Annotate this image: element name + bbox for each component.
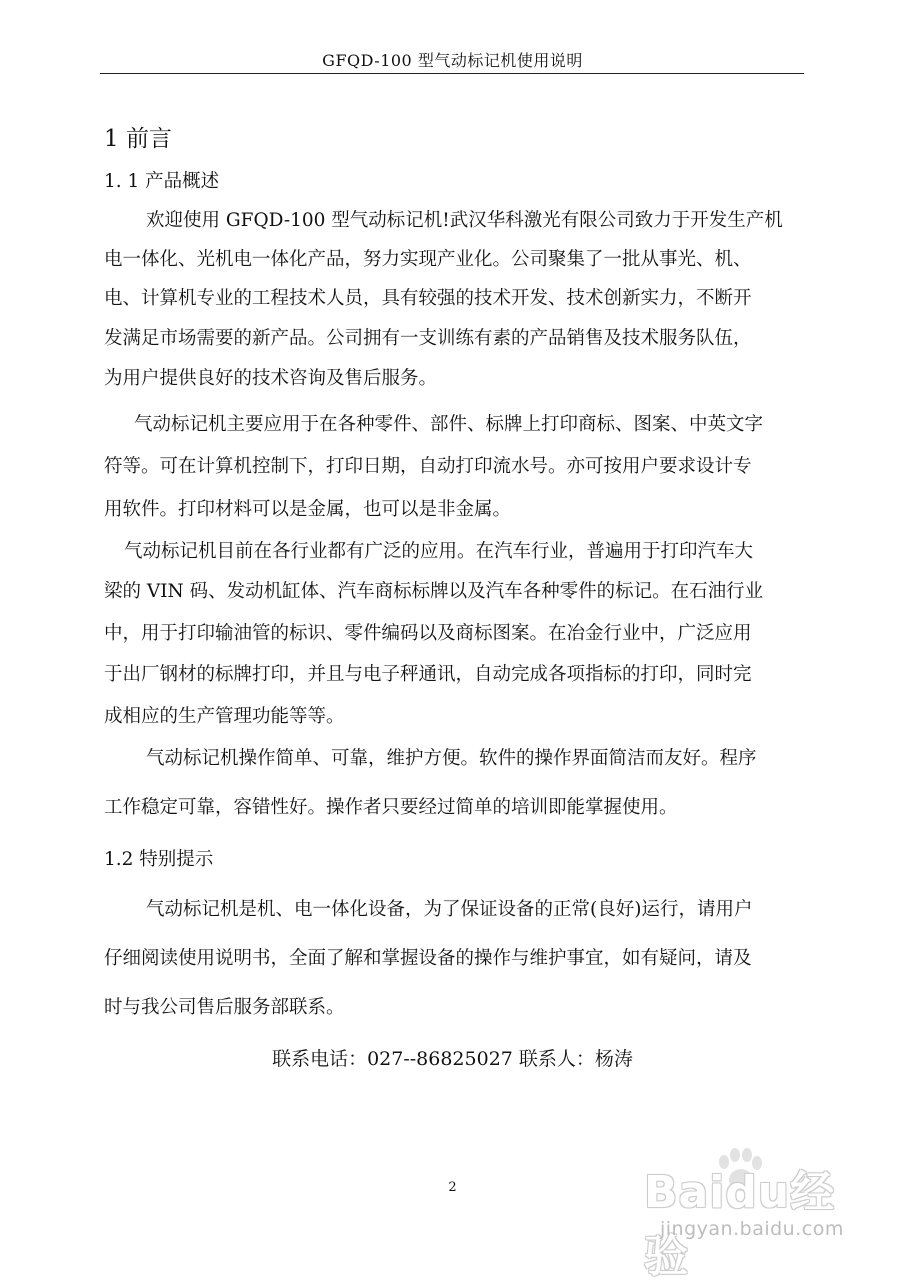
- watermark-url: jingyan.baidu.com: [660, 1218, 844, 1240]
- paragraph-line: 成相应的生产管理功能等等。: [104, 706, 345, 727]
- section-title: 1 前言: [104, 126, 172, 152]
- paragraph-line: 气动标记机主要应用于在各种零件、部件、标牌上打印商标、图案、中英文字: [134, 414, 764, 435]
- paragraph-line: 电一体化、光机电一体化产品，努力实现产业化。公司聚集了一批从事光、机、: [104, 249, 752, 270]
- paragraph-line: 气动标记机操作简单、可靠，维护方便。软件的操作界面简洁而友好。程序: [146, 748, 757, 769]
- paragraph-line: 工作稳定可靠，容错性好。操作者只要经过简单的培训即能掌握使用。: [104, 797, 678, 818]
- paragraph-line: 气动标记机是机、电一体化设备，为了保证设备的正常(良好)运行，请用户: [146, 899, 753, 920]
- paragraph-line: 中，用于打印输油管的标识、零件编码以及商标图案。在冶金行业中，广泛应用: [104, 623, 752, 644]
- paragraph-line: 发满足市场需要的新产品。公司拥有一支训练有素的产品销售及技术服务队伍，: [104, 328, 752, 349]
- paragraph-line: 仔细阅读使用说明书，全面了解和掌握设备的操作与维护事宜，如有疑问，请及: [104, 948, 752, 969]
- subsection-title-notice: 1.2 特别提示: [104, 849, 214, 870]
- paragraph-line: 欢迎使用 GFQD-100 型气动标记机!武汉华科激光有限公司致力于开发生产机: [146, 210, 783, 231]
- watermark-brand: Baidu经验: [644, 1167, 836, 1282]
- paragraph-line: 于出厂钢材的标牌打印，并且与电子秤通讯，自动完成各项指标的打印，同时完: [104, 664, 752, 685]
- page-header-title: GFQD-100 型气动标记机使用说明: [322, 51, 583, 70]
- paragraph-line: 电、计算机专业的工程技术人员，具有较强的技术开发、技术创新实力，不断开: [104, 288, 752, 309]
- baidu-watermark: [640, 1148, 880, 1282]
- paragraph-line: 用软件。打印材料可以是金属，也可以是非金属。: [104, 499, 512, 520]
- paragraph-line: 符等。可在计算机控制下，打印日期，自动打印流水号。亦可按用户要求设计专: [104, 456, 752, 477]
- paragraph-line: 时与我公司售后服务部联系。: [104, 997, 345, 1018]
- subsection-title-overview: 1. 1 产品概述: [104, 171, 220, 192]
- paragraph-line: 为用户提供良好的技术咨询及售后服务。: [104, 368, 438, 389]
- header-divider: [100, 73, 804, 74]
- contact-info: 联系电话：027--86825027 联系人：杨涛: [272, 1048, 633, 1070]
- paragraph-line: 梁的 VIN 码、发动机缸体、汽车商标标牌以及汽车各种零件的标记。在石油行业: [104, 581, 764, 602]
- page-number: 2: [448, 1180, 457, 1195]
- paragraph-line: 气动标记机目前在各行业都有广泛的应用。在汽车行业，普遍用于打印汽车大: [124, 541, 754, 562]
